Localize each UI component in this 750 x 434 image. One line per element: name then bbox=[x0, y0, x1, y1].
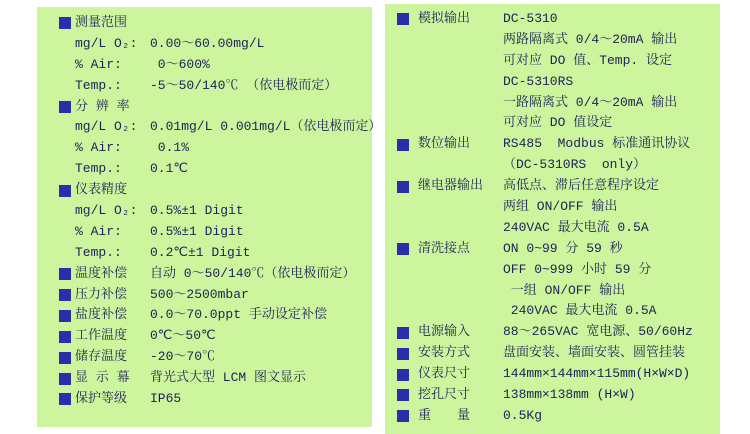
spec-value: 240VAC 最大电流 0.5A bbox=[503, 303, 657, 319]
spec-value: 0.5%±1 Digit bbox=[150, 203, 244, 219]
spec-row bbox=[385, 30, 720, 51]
spec-value: 两路隔离式 0/4～20mA 输出 bbox=[503, 31, 678, 47]
spec-label: 仪表精度 bbox=[75, 182, 128, 198]
spec-row bbox=[37, 76, 372, 97]
bullet-square-icon bbox=[397, 139, 409, 151]
bullet-square-icon bbox=[59, 331, 71, 343]
spec-label: 保护等级 bbox=[75, 391, 128, 407]
spec-value: 自动 0～50/140℃（依电极而定） bbox=[150, 265, 356, 281]
bullet-square-icon bbox=[397, 13, 409, 25]
spec-row bbox=[37, 285, 372, 306]
spec-row bbox=[385, 281, 720, 302]
spec-value: 0.5%±1 Digit bbox=[150, 223, 244, 239]
bullet-spacer bbox=[59, 226, 71, 238]
spec-label: 工作温度 bbox=[75, 328, 128, 344]
spec-value: （DC-5310RS only） bbox=[503, 157, 647, 173]
spec-value: OFF 0~999 小时 59 分 bbox=[503, 261, 652, 277]
spec-value: RS485 Modbus 标准通讯协议 bbox=[503, 136, 691, 152]
bullet-square-icon bbox=[59, 268, 71, 280]
bullet-spacer bbox=[59, 59, 71, 71]
spec-row bbox=[37, 264, 372, 285]
bullet-square-icon bbox=[59, 310, 71, 322]
spec-row bbox=[37, 389, 372, 410]
spec-row bbox=[385, 260, 720, 281]
spec-row bbox=[385, 9, 720, 30]
spec-row bbox=[385, 364, 720, 385]
bullet-square-icon bbox=[397, 389, 409, 401]
spec-row bbox=[37, 34, 372, 55]
bullet-spacer bbox=[59, 247, 71, 259]
spec-value: 高低点、滞后任意程序设定 bbox=[503, 178, 660, 194]
spec-value: 0.00～60.00mg/L bbox=[150, 35, 265, 51]
bullet-spacer bbox=[397, 76, 409, 88]
spec-value: IP65 bbox=[150, 391, 182, 407]
spec-row bbox=[385, 72, 720, 93]
spec-value: 一路隔离式 0/4～20mA 输出 bbox=[503, 94, 678, 110]
bullet-spacer bbox=[59, 205, 71, 217]
spec-label: mg/L O₂: bbox=[75, 119, 138, 135]
spec-value: 0～600% bbox=[150, 56, 210, 72]
spec-value: 两组 ON/OFF 输出 bbox=[503, 199, 618, 215]
spec-value: 88～265VAC 宽电源、50/60Hz bbox=[503, 324, 693, 340]
spec-row bbox=[37, 97, 372, 118]
spec-value: 背光式大型 LCM 图文显示 bbox=[150, 370, 307, 386]
spec-value: 盘面安装、墙面安装、圆管挂装 bbox=[503, 345, 686, 361]
bullet-square-icon bbox=[59, 289, 71, 301]
spec-row bbox=[37, 159, 372, 180]
spec-label: Temp.: bbox=[75, 244, 122, 260]
bullet-spacer bbox=[59, 38, 71, 50]
spec-label: % Air: bbox=[75, 223, 122, 239]
spec-row bbox=[385, 93, 720, 114]
spec-row bbox=[385, 113, 720, 134]
bullet-square-icon bbox=[59, 185, 71, 197]
spec-label: 安装方式 bbox=[418, 345, 471, 361]
spec-row bbox=[37, 222, 372, 243]
left-spec-panel bbox=[37, 7, 382, 427]
bullet-spacer bbox=[397, 306, 409, 318]
bullet-spacer bbox=[397, 285, 409, 297]
spec-value: DC-5310 bbox=[503, 11, 558, 26]
spec-value: 0℃～50℃ bbox=[150, 328, 216, 344]
spec-label: 盐度补偿 bbox=[75, 307, 128, 323]
bullet-spacer bbox=[59, 122, 71, 134]
spec-value: 0.1℃ bbox=[150, 161, 189, 177]
spec-label: mg/L O₂: bbox=[75, 35, 138, 51]
spec-value: -5～50/140℃ （依电极而定） bbox=[150, 77, 338, 93]
spec-row bbox=[385, 176, 720, 197]
bullet-spacer bbox=[397, 160, 409, 172]
bullet-square-icon bbox=[59, 352, 71, 364]
spec-value: 144mm×144mm×115mm(H×W×D) bbox=[503, 366, 691, 382]
bullet-spacer bbox=[397, 264, 409, 276]
spec-label: 压力补偿 bbox=[75, 286, 128, 302]
spec-row bbox=[385, 406, 720, 427]
spec-row bbox=[37, 201, 372, 222]
spec-row bbox=[37, 243, 372, 264]
bullet-square-icon bbox=[397, 348, 409, 360]
spec-row bbox=[37, 347, 372, 368]
spec-row bbox=[385, 343, 720, 364]
bullet-square-icon bbox=[397, 410, 409, 422]
spec-row bbox=[37, 180, 372, 201]
spec-row bbox=[385, 239, 720, 260]
spec-value: 500～2500mbar bbox=[150, 286, 249, 302]
spec-label: 显 示 幕 bbox=[75, 370, 130, 386]
spec-row bbox=[385, 134, 720, 155]
spec-label: 挖孔尺寸 bbox=[418, 387, 471, 403]
spec-value: 138mm×138mm (H×W) bbox=[503, 387, 636, 403]
spec-label: 清洗接点 bbox=[418, 240, 471, 256]
spec-label: 温度补偿 bbox=[75, 265, 128, 281]
bullet-square-icon bbox=[397, 181, 409, 193]
bullet-square-icon bbox=[397, 243, 409, 255]
spec-row bbox=[37, 13, 372, 34]
spec-row bbox=[37, 326, 372, 347]
spec-row bbox=[385, 197, 720, 218]
spec-label: 电源输入 bbox=[418, 324, 471, 340]
bullet-spacer bbox=[397, 222, 409, 234]
spec-value: 可对应 DO 值、Temp. 设定 bbox=[503, 52, 673, 68]
spec-label: 分 辨 率 bbox=[75, 98, 130, 114]
spec-row bbox=[385, 301, 720, 322]
spec-row bbox=[37, 138, 372, 159]
spec-value: 240VAC 最大电流 0.5A bbox=[503, 219, 649, 235]
spec-value: 0.01mg/L 0.001mg/L（依电极而定） bbox=[150, 119, 382, 135]
spec-value: -20～70℃ bbox=[150, 349, 216, 365]
spec-row bbox=[385, 322, 720, 343]
bullet-square-icon bbox=[59, 101, 71, 113]
spec-label: Temp.: bbox=[75, 77, 122, 93]
bullet-spacer bbox=[397, 55, 409, 67]
bullet-square-icon bbox=[59, 373, 71, 385]
spec-label: mg/L O₂: bbox=[75, 203, 138, 219]
bullet-spacer bbox=[59, 143, 71, 155]
spec-value: 0.0～70.0ppt 手动设定补偿 bbox=[150, 307, 327, 323]
spec-label: Temp.: bbox=[75, 161, 122, 177]
spec-row bbox=[37, 55, 372, 76]
spec-label: 重 量 bbox=[418, 407, 471, 423]
spec-label: 继电器输出 bbox=[418, 178, 484, 194]
spec-label: 模拟输出 bbox=[418, 11, 471, 26]
bullet-spacer bbox=[59, 164, 71, 176]
bullet-square-icon bbox=[59, 17, 71, 29]
spec-label: 仪表尺寸 bbox=[418, 366, 471, 382]
spec-value: ON 0~99 分 59 秒 bbox=[503, 240, 623, 256]
bullet-spacer bbox=[397, 97, 409, 109]
spec-value: DC-5310RS bbox=[503, 73, 574, 89]
bullet-spacer bbox=[59, 80, 71, 92]
spec-value: 0.2℃±1 Digit bbox=[150, 244, 251, 260]
bullet-square-icon bbox=[59, 393, 71, 405]
spec-label: 储存温度 bbox=[75, 349, 128, 365]
spec-value: 0.5Kg bbox=[503, 407, 543, 423]
spec-row bbox=[385, 155, 720, 176]
spec-label: % Air: bbox=[75, 140, 122, 156]
bullet-spacer bbox=[397, 34, 409, 46]
spec-row bbox=[385, 218, 720, 239]
spec-row bbox=[385, 51, 720, 72]
spec-value: 可对应 DO 值设定 bbox=[503, 115, 613, 131]
bullet-square-icon bbox=[397, 327, 409, 339]
spec-row bbox=[385, 385, 720, 406]
bullet-spacer bbox=[397, 201, 409, 213]
spec-row bbox=[37, 305, 372, 326]
spec-row bbox=[37, 368, 372, 389]
spec-label: 测量范围 bbox=[75, 15, 128, 30]
spec-value: 0.1% bbox=[150, 140, 190, 156]
spec-label: % Air: bbox=[75, 56, 122, 72]
spec-value: 一组 ON/OFF 输出 bbox=[503, 282, 626, 298]
bullet-square-icon bbox=[397, 369, 409, 381]
spec-row bbox=[37, 117, 382, 138]
spec-label: 数位输出 bbox=[418, 136, 471, 152]
right-spec-panel bbox=[385, 4, 720, 434]
bullet-spacer bbox=[397, 118, 409, 130]
